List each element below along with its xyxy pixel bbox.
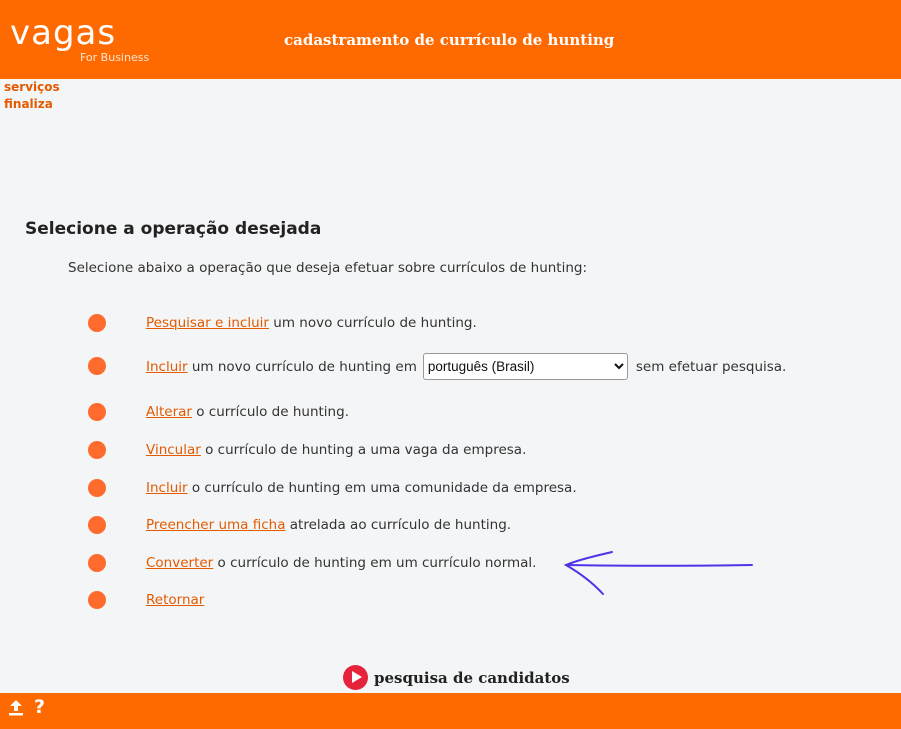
- convert-link[interactable]: Converter: [146, 555, 214, 571]
- operation-text: o currículo de hunting a uma vaga da empresa.: [200, 442, 527, 458]
- section-title: Selecione a operação desejada: [25, 219, 322, 239]
- search-include-link[interactable]: Pesquisar e incluir: [146, 315, 269, 331]
- play-icon: [343, 665, 368, 690]
- top-links: [4, 79, 60, 113]
- help-icon[interactable]: ?: [34, 696, 46, 718]
- header-bar: [0, 0, 901, 79]
- operation-text: um novo currículo de hunting em: [187, 358, 417, 375]
- link-job-link[interactable]: Vincular: [146, 442, 201, 458]
- operation-text: o currículo de hunting em uma comunidade da empresa.: [187, 480, 577, 496]
- operation-text: o currículo de hunting.: [191, 404, 349, 420]
- footer-bar: [0, 693, 901, 729]
- operation-after-text: sem efetuar pesquisa.: [635, 358, 787, 375]
- operation-text: um novo currículo de hunting.: [268, 315, 477, 331]
- upload-icon[interactable]: [8, 698, 24, 721]
- fill-form-link[interactable]: Preencher uma ficha: [146, 517, 286, 533]
- intro-text: Selecione abaixo a operação que deseja efetuar sobre currículos de hunting:: [68, 260, 588, 276]
- bullet-icon: [88, 314, 106, 332]
- return-link[interactable]: Retornar: [146, 592, 205, 608]
- logo-word: vagas: [10, 13, 117, 53]
- alter-link[interactable]: Alterar: [146, 404, 192, 420]
- bullet-icon: [88, 357, 106, 375]
- search-candidates-button[interactable]: [343, 665, 570, 690]
- operation-text: atrelada ao currículo de hunting.: [285, 517, 512, 533]
- annotation-arrow-icon: [560, 548, 760, 600]
- include-new-link[interactable]: Incluir: [146, 358, 188, 375]
- include-community-link[interactable]: Incluir: [146, 480, 188, 496]
- bullet-icon: [88, 591, 106, 609]
- language-select[interactable]: [423, 353, 628, 380]
- services-link[interactable]: serviços: [4, 80, 60, 94]
- logo-subtitle: For Business: [80, 51, 150, 64]
- bullet-icon: [88, 516, 106, 534]
- bullet-icon: [88, 441, 106, 459]
- bullet-icon: [88, 403, 106, 421]
- page-title: cadastramento de currículo de hunting: [284, 31, 615, 49]
- bullet-icon: [88, 479, 106, 497]
- vagas-logo[interactable]: [10, 13, 150, 64]
- bullet-icon: [88, 554, 106, 572]
- search-candidates-label: pesquisa de candidatos: [374, 668, 570, 687]
- finish-link[interactable]: finaliza: [4, 97, 53, 111]
- operation-text: o currículo de hunting em um currículo normal.: [213, 555, 537, 571]
